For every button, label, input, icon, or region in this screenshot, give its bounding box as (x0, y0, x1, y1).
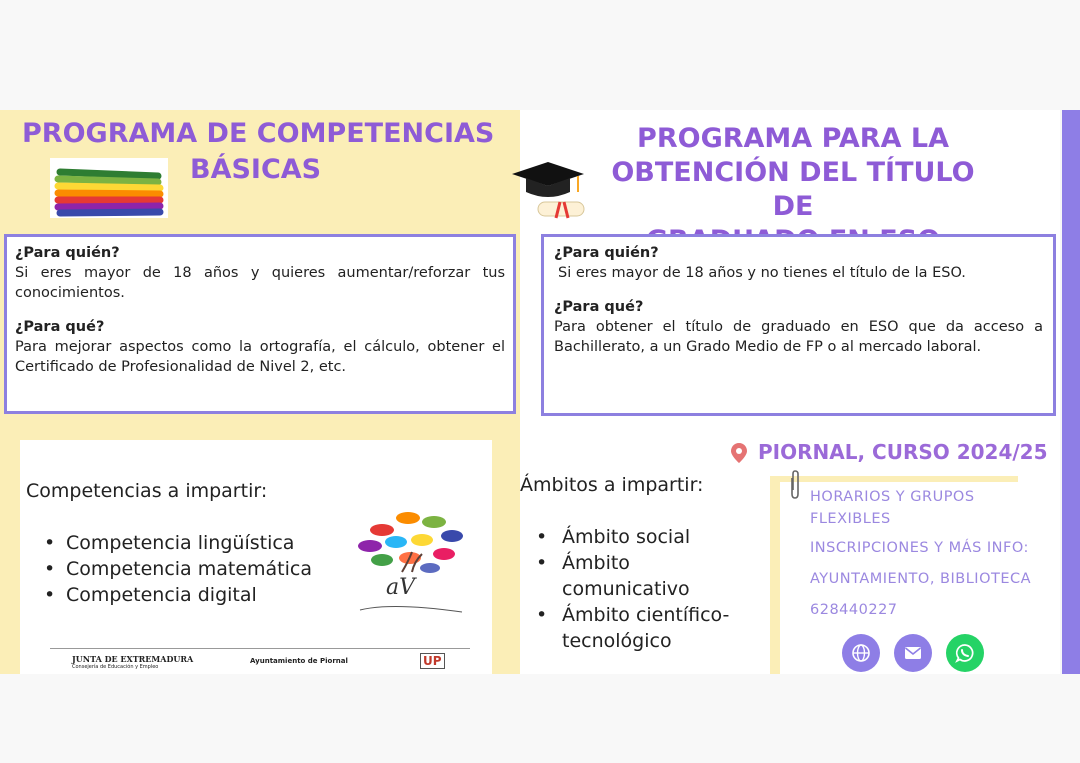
left-q2: ¿Para qué? (15, 319, 105, 335)
whatsapp-icon[interactable] (946, 634, 984, 672)
up-logo: UP (420, 653, 445, 669)
colored-pencils-icon (50, 158, 168, 218)
right-title: PROGRAMA PARA LA OBTENCIÓN DEL TÍTULO DE (611, 123, 975, 222)
right-a2: Para obtener el título de graduado en ESO que da acceso a Bachillerato, a un Grado Medio de FP o al mercado laboral. (554, 319, 1043, 355)
right-a1: Si eres mayor de 18 años y no tienes el título de la ESO. (558, 265, 966, 281)
inscripciones-text: INSCRIPCIONES Y MÁS INFO: (810, 540, 1029, 556)
globe-icon[interactable] (842, 634, 880, 672)
list-item: • Ámbito científico-tecnológico (536, 602, 756, 654)
ambitos-title: Ámbitos a impartir: (520, 474, 704, 496)
left-info-box (4, 234, 516, 414)
ambitos-list (536, 524, 756, 654)
sponsor-logos (50, 648, 470, 674)
list-item: • Competencia lingüística (44, 530, 312, 556)
location-pin-icon (730, 442, 748, 464)
junta-logo-sub: Consejería de Educación y Empleo (72, 664, 159, 670)
mail-icon[interactable] (894, 634, 932, 672)
phone-number: 628440227 (810, 602, 898, 618)
svg-text:aV: aV (386, 575, 416, 600)
competencias-title: Competencias a impartir: (26, 480, 268, 502)
junta-logo: JUNTA DE EXTREMADURA (72, 654, 194, 664)
right-q1: ¿Para quién? (554, 245, 659, 261)
list-item: • Ámbito comunicativo (536, 550, 756, 602)
left-a2: Para mejorar aspectos como la ortografía, el cálculo, obtener el Certificado de Profesionalidad de Nivel 2, etc. (15, 339, 505, 375)
list-item: • Competencia digital (44, 582, 312, 608)
right-accent-bar (1062, 110, 1080, 674)
list-item: • Competencia matemática (44, 556, 312, 582)
learning-tree-logo-icon (352, 502, 470, 626)
right-q2: ¿Para qué? (554, 299, 644, 315)
ayuntamiento-logo: Ayuntamiento de Piornal (250, 657, 348, 665)
left-title: PROGRAMA DE COMPETENCIAS BÁSICAS (22, 118, 495, 185)
left-a1: Si eres mayor de 18 años y quieres aumentar/reforzar tus conocimientos. (15, 265, 505, 301)
lugar-text: AYUNTAMIENTO, BIBLIOTECA (810, 571, 1032, 587)
right-info-box (541, 234, 1056, 416)
poster (0, 110, 1080, 674)
competencias-list (44, 530, 312, 608)
left-q1: ¿Para quién? (15, 245, 120, 261)
graduation-cap-icon (508, 158, 588, 222)
paperclip-icon (789, 470, 801, 500)
list-item: • Ámbito social (536, 524, 756, 550)
horarios-text: HORARIOS Y GRUPOS FLEXIBLES (810, 489, 975, 527)
location-course: PIORNAL, CURSO 2024/25 (758, 440, 1048, 464)
